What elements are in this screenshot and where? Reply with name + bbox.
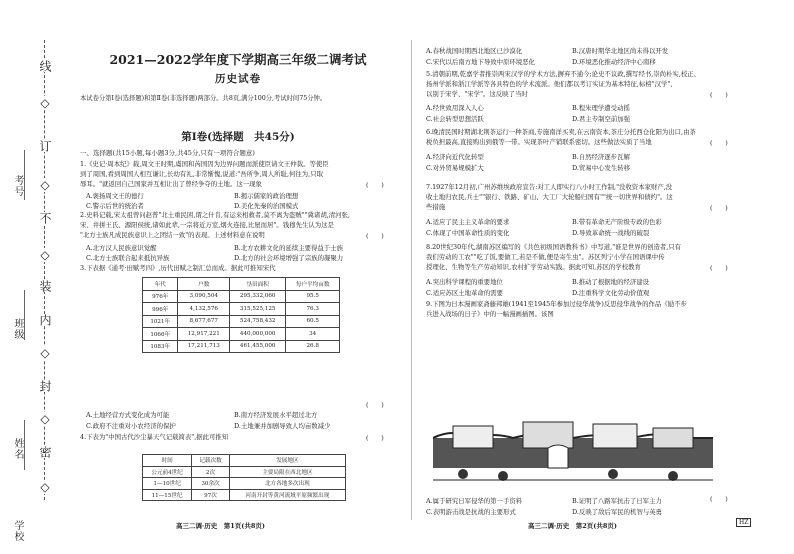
q7-option-b: B.带有革命无产阶级专政的色彩 — [572, 218, 662, 226]
answer-paren: ( ) — [710, 91, 728, 99]
table-row: 1066年 12,917,221 440,000,000 34 — [143, 328, 340, 341]
question-2-stem: 2.史料记载,宋太祖曾问赵普"北土重民困,谓之什肯,有运来相救者,莫不离为盗贼""冀诸胡,清河张, 宋、井拼王氏、源阳侯统,诸如此辈,一宗将近万室,烟火连接,比屋而居"。钱穆先生认为这是 "北方士族凡成民族意识上之团结一致"的表现。上述材料意在说明 — [80, 211, 350, 239]
q2-option-c: C.北方士族联合起来抵抗异族 — [86, 254, 170, 262]
answer-paren: ( ) — [710, 264, 728, 272]
diamond-icon: ◇ — [38, 412, 52, 426]
q5-option-b: B.程朱理学遭受动摇 — [572, 104, 630, 112]
q8-option-a: A.突出科学课程的重要地位 — [426, 278, 503, 286]
question-3-stem: 3.下表据《通考·田赋考四》,历代田赋之制汇总而成。据此可推知宋代 — [80, 264, 276, 272]
q2-option-b: B.北方农耕文化的延续主要得益于士族 — [234, 244, 343, 252]
q3-option-d: D.土地兼并加剧导致人均亩数减少 — [234, 422, 331, 430]
table-row: 1—10世纪 30余次 北方各地多次出现 — [143, 478, 346, 490]
table-header-row: 年代 户数 垦田面积 每户平均亩数 — [143, 278, 340, 291]
inner-mark: 不 — [38, 212, 52, 224]
cut-mark-order: 订 — [38, 140, 52, 152]
q3-option-a: A.土地经营方式变化成为可能 — [86, 411, 170, 419]
label-school: 学校 — [12, 520, 23, 542]
table-row: 1021年 8,677,677 524,758,432 60.5 — [143, 315, 340, 328]
q7-option-a: A.适应了民主主义革命的要求 — [426, 218, 510, 226]
q1-option-b: B.揭示儒家的政治理想 — [234, 192, 299, 200]
q9-option-a: A.属于研究日军侵华的第一手资料 — [426, 497, 523, 505]
q8-option-b: B.推动了根据地的经济建设 — [572, 278, 650, 286]
exam-intro: 本试卷分第Ⅰ卷(选择题)和第Ⅱ卷(非选择题)两部分。共8页,满分100分,考试时间75分钟。 — [80, 95, 327, 102]
diamond-icon: ◇ — [38, 248, 52, 262]
inner-mark: 内 — [38, 314, 52, 326]
cut-mark-dense: 密 — [38, 446, 52, 458]
question-6-stem: 6.晚清民国时期湖北荆茶运行一种茶商,专施南洋买卖,在云南资本,茶庄分托西仓化阳为出口,由茶 税负担最高,直接购出到俄等一带。实现茶叶产销联系密切。这些做法实质了当地 — [426, 128, 696, 146]
table-row: 976年 3,090,504 295,332,060 95.5 — [143, 290, 340, 303]
q6-option-c: C.对外贸易规模扩大 — [426, 164, 484, 172]
q2-option-a: A.北方汉人民族意识觉醒 — [86, 244, 157, 252]
q2-option-d: D.北方的社会环境增强了宗族的凝聚力 — [234, 254, 344, 262]
answer-paren: ( ) — [710, 495, 728, 503]
table-row: 996年 4,132,576 315,525,125 76.3 — [143, 303, 340, 316]
diamond-icon: ◇ — [38, 96, 52, 110]
q1-option-d: D.美化先秦的治国模式 — [234, 202, 299, 210]
answer-paren: ( ) — [366, 181, 384, 189]
answer-paren: ( ) — [710, 204, 728, 212]
table-row: 1083年 17,211,713 461,455,000 26.8 — [143, 340, 340, 353]
q3-option-c: C.政府不注重对小农经济的保护 — [86, 422, 176, 430]
answer-paren: ( ) — [366, 434, 384, 442]
table-row: 公元前4世纪 2次 主要局限在西北地区 — [143, 466, 346, 478]
diamond-icon: ◇ — [38, 480, 52, 494]
diamond-icon: ◇ — [38, 346, 52, 360]
answer-paren: ( ) — [366, 401, 384, 409]
q4-data-table — [142, 454, 346, 501]
q8-option-c: C.适应苏区土地革命的需要 — [426, 289, 503, 297]
q5-option-c: C.社会转型思想活跃 — [426, 115, 484, 123]
q3-option-b: B.南方经济发展水平超过北方 — [234, 411, 318, 419]
q3-data-table — [142, 277, 340, 353]
question-5-stem: 5.清朝前期,乾嘉学者推崇两宋汉学的学术方法,摒弃不通今;论史不议政,撰写经书,崇尚朴实,校正、 扬州学派和浙江学派等各具特色的学术流派。他们都以考订实证为基本特征,标榜"汉学", 以别于宋学、"宋学"。这反映了当时 — [426, 70, 701, 98]
question-8-stem: 8.20世纪30年代,湖南苏区编写的《共色初级国语教科书》中写道,"谁是世界的创造者,只有 我们劳动的工农""吃了饭,要做工,若是不做,便是寄生虫"。苏区列宁小学在国语课中传 授理化、生物等生产劳动知识,农村扩学劳动实践。据此可知,苏区的学校教育 — [426, 243, 682, 271]
q7-option-d: D.导致革命统一战线的破裂 — [572, 229, 650, 237]
q5-option-a: A.经世致用深入人心 — [426, 104, 484, 112]
diamond-icon: ◇ — [38, 178, 52, 192]
column-divider — [411, 40, 412, 520]
footer-page-2: 高三二调·历史 第2页(共8页) — [528, 522, 617, 530]
label-name: 姓名 — [12, 438, 23, 460]
q6-option-b: B.自然经济逐步瓦解 — [572, 153, 630, 161]
exam-title: 2021—2022学年度下学期高三年级二调考试 — [109, 52, 367, 67]
footer-page-1: 高三二调·历史 第1页(共8页) — [176, 522, 265, 530]
table-header-row: 时间 记载次数 发展地区 — [143, 455, 346, 467]
q4-option-a: A.春秋战国时期西北地区已沙漠化 — [426, 47, 523, 55]
q7-option-c: C.体现了中国革命性质的变化 — [426, 229, 510, 237]
part1-title: 第Ⅰ卷(选择题 共45分) — [181, 131, 295, 143]
question-9-stem: 9.下图为日本漫画家斋藤邦雄(1941至1945年参加过侵华战争)反思侵华战争的作品《励不步 兵进入战场的日子》中的一幅漫画插图。该图 — [426, 300, 687, 318]
q6-option-a: A.经济向近代化转型 — [426, 153, 484, 161]
label-exam-number: 考号 — [12, 175, 23, 197]
q4-option-c: C.宋代以后南方地下导致中原环境恶化 — [426, 58, 535, 66]
cut-mark-seal: 封 — [38, 380, 52, 392]
q4-option-b: B.汉唐时期华北地区尚未得以开发 — [572, 47, 669, 55]
question-4-stem: 4.下表为"中国古代沙尘暴天气记载简表",据此可推知 — [80, 433, 229, 441]
hz-badge: HZ — [736, 518, 751, 527]
q8-option-d: D.注重科学文化劳动价值观 — [572, 289, 650, 297]
cut-mark-line: 线 — [38, 60, 52, 72]
question-7-stem: 7.1927年12月初,广州苏维埃政府宣告:对工人即实行八小时工作制,"没收资本家财产,没 收土地归农民,兵士""银行、铁路、矿山、大工厂大轮船归国有""统一切世界和债约"。这 些措施 — [426, 183, 673, 211]
q5-option-d: D.君主专制空前加强 — [572, 115, 631, 123]
q4-option-d: D.环境恶化推动经济中心南移 — [572, 58, 656, 66]
binding-strip — [0, 0, 70, 554]
label-class: 班级 — [12, 318, 23, 340]
answer-paren: ( ) — [366, 232, 384, 240]
table-row: 11—15世纪 97次 河南开封等黄河流域平原频繁出现 — [143, 489, 346, 501]
exam-subject: 历史试卷 — [215, 73, 261, 85]
q9-option-d: D.反映了敌后军民的机智与英勇 — [572, 508, 663, 516]
question-1-stem: 1.《史记·周本纪》载,周文王时期,虞国和芮国因为边界问题而派使臣请文王仲裁。等使臣 到了周国,看到周国人相互谦让,长幼有礼,非常惭愧,说道:"吾所争,周人所耻,何往为,只取 辱耳。"就返回自己国家并互相让出了曾经争夺的土地。这一现象 — [80, 160, 329, 188]
q6-option-d: D.贸易中心发生转移 — [572, 164, 631, 172]
q9-option-b: B.证明了八路军抗击了日军主力 — [572, 497, 662, 505]
q1-option-a: A.褒扬周文王的德行 — [86, 192, 144, 200]
cut-mark-pack: 装 — [38, 280, 52, 292]
section-heading: 一、选择题(共15小题,每小题3分,共45分,只有一项符合题意) — [80, 149, 255, 157]
q1-option-c: C.警示后世的统治者 — [86, 202, 144, 210]
war-cartoon-illustration — [433, 408, 713, 490]
answer-paren: ( ) — [710, 139, 728, 147]
q9-option-c: C.表明游击战是抗战的主要形式 — [426, 508, 516, 516]
